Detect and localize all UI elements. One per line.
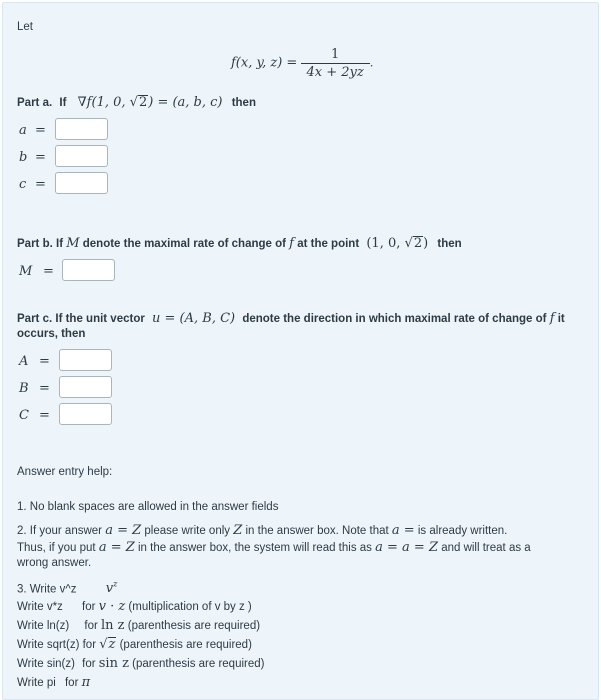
field-C-eq: = [39, 408, 50, 423]
function-lhs: f(x, y, z) = [231, 55, 298, 71]
field-B-eq: = [39, 381, 50, 396]
fraction-numerator: 1 [301, 47, 370, 64]
help-item-3-row-1: 3. Write v^z $v^z$ [17, 580, 118, 597]
part-b-statement [17, 236, 462, 251]
help-item-2-line1: 2. If your answer a = Z please write only Z in the answer box. Note that a = is already written. [17, 523, 508, 538]
problem-card [2, 2, 599, 700]
function-fraction [301, 47, 370, 80]
gradient-text: ∇f(1, 0, [77, 95, 130, 110]
part-b-point: (1, 0, √2) [366, 236, 429, 251]
part-a-then: then [231, 97, 256, 109]
part-a-label: Part a. [17, 97, 53, 109]
field-A-label: A [19, 354, 29, 369]
field-M-eq: = [43, 264, 54, 279]
help-item-1: 1. No blank spaces are allowed in the answer fields [17, 501, 279, 513]
part-c-text2: denote the direction in which maximal rate of change of [242, 313, 547, 325]
part-c-statement [17, 311, 565, 326]
field-c-label: c [19, 177, 27, 192]
part-b-if: If [56, 238, 64, 250]
field-a-eq: = [35, 123, 46, 138]
answer-C-input[interactable] [59, 403, 112, 425]
intro-let: Let [17, 21, 33, 33]
field-a-label: a [19, 123, 27, 138]
field-B-label: B [19, 381, 29, 396]
part-c-label: Part c. [17, 313, 53, 325]
part-a-statement [17, 95, 256, 110]
help-item-2-line2: Thus, if you put a = Z in the answer box, the system will read this as a = a = Z and will treat as a [17, 540, 531, 555]
field-c-eq: = [35, 177, 46, 192]
help-item-3-row-6: Write pi for π [17, 675, 91, 690]
part-b-text: denote the maximal rate of change of [82, 238, 286, 250]
answer-M-input[interactable] [62, 259, 115, 281]
part-c-line2: occurs, then [17, 328, 86, 340]
part-c-text1: If the unit vector [55, 313, 145, 325]
help-item-3-row-2: Write v*z for v · z (multiplication of v by z ) [17, 599, 252, 614]
part-b-point-text: at the point [297, 238, 360, 250]
part-b-label: Part b. [17, 238, 53, 250]
field-C-label: C [19, 408, 29, 423]
answer-a-input[interactable] [55, 118, 108, 140]
part-c-u-eq: u = (A, B, C) [152, 311, 236, 326]
answer-c-input[interactable] [55, 172, 108, 194]
part-b-then: then [437, 238, 462, 250]
function-definition [231, 47, 373, 80]
function-period: . [369, 55, 374, 70]
answer-B-input[interactable] [59, 376, 112, 398]
help-item-3-row-5: Write sin(z) for sin z (parenthesis are required) [17, 656, 265, 671]
help-item-2-line3: wrong answer. [17, 557, 92, 569]
fraction-denominator: 4x + 2yz [306, 65, 364, 80]
part-c-f: f [549, 311, 555, 326]
part-a-if: If [59, 97, 67, 109]
help-item-3-row-4: Write sqrt(z) for √z (parenthesis are required) [17, 637, 252, 652]
answer-b-input[interactable] [55, 145, 108, 167]
part-b-M: M [66, 236, 80, 251]
field-b-eq: = [35, 150, 46, 165]
field-M-label: M [19, 264, 33, 279]
part-c-it: it [557, 313, 565, 325]
part-a-gradient: ∇f(1, 0, √2) = (a, b, c) [77, 95, 223, 110]
part-b-f: f [289, 236, 294, 251]
help-title: Answer entry help: [17, 466, 113, 478]
gradient-eq: ) = (a, b, c) [148, 95, 223, 110]
help-item-3-row-3: Write ln(z) for ln z (parenthesis are required) [17, 618, 261, 633]
field-b-label: b [19, 150, 28, 165]
field-A-eq: = [39, 354, 50, 369]
gradient-sqrt: 2 [138, 95, 148, 110]
answer-A-input[interactable] [59, 349, 112, 371]
